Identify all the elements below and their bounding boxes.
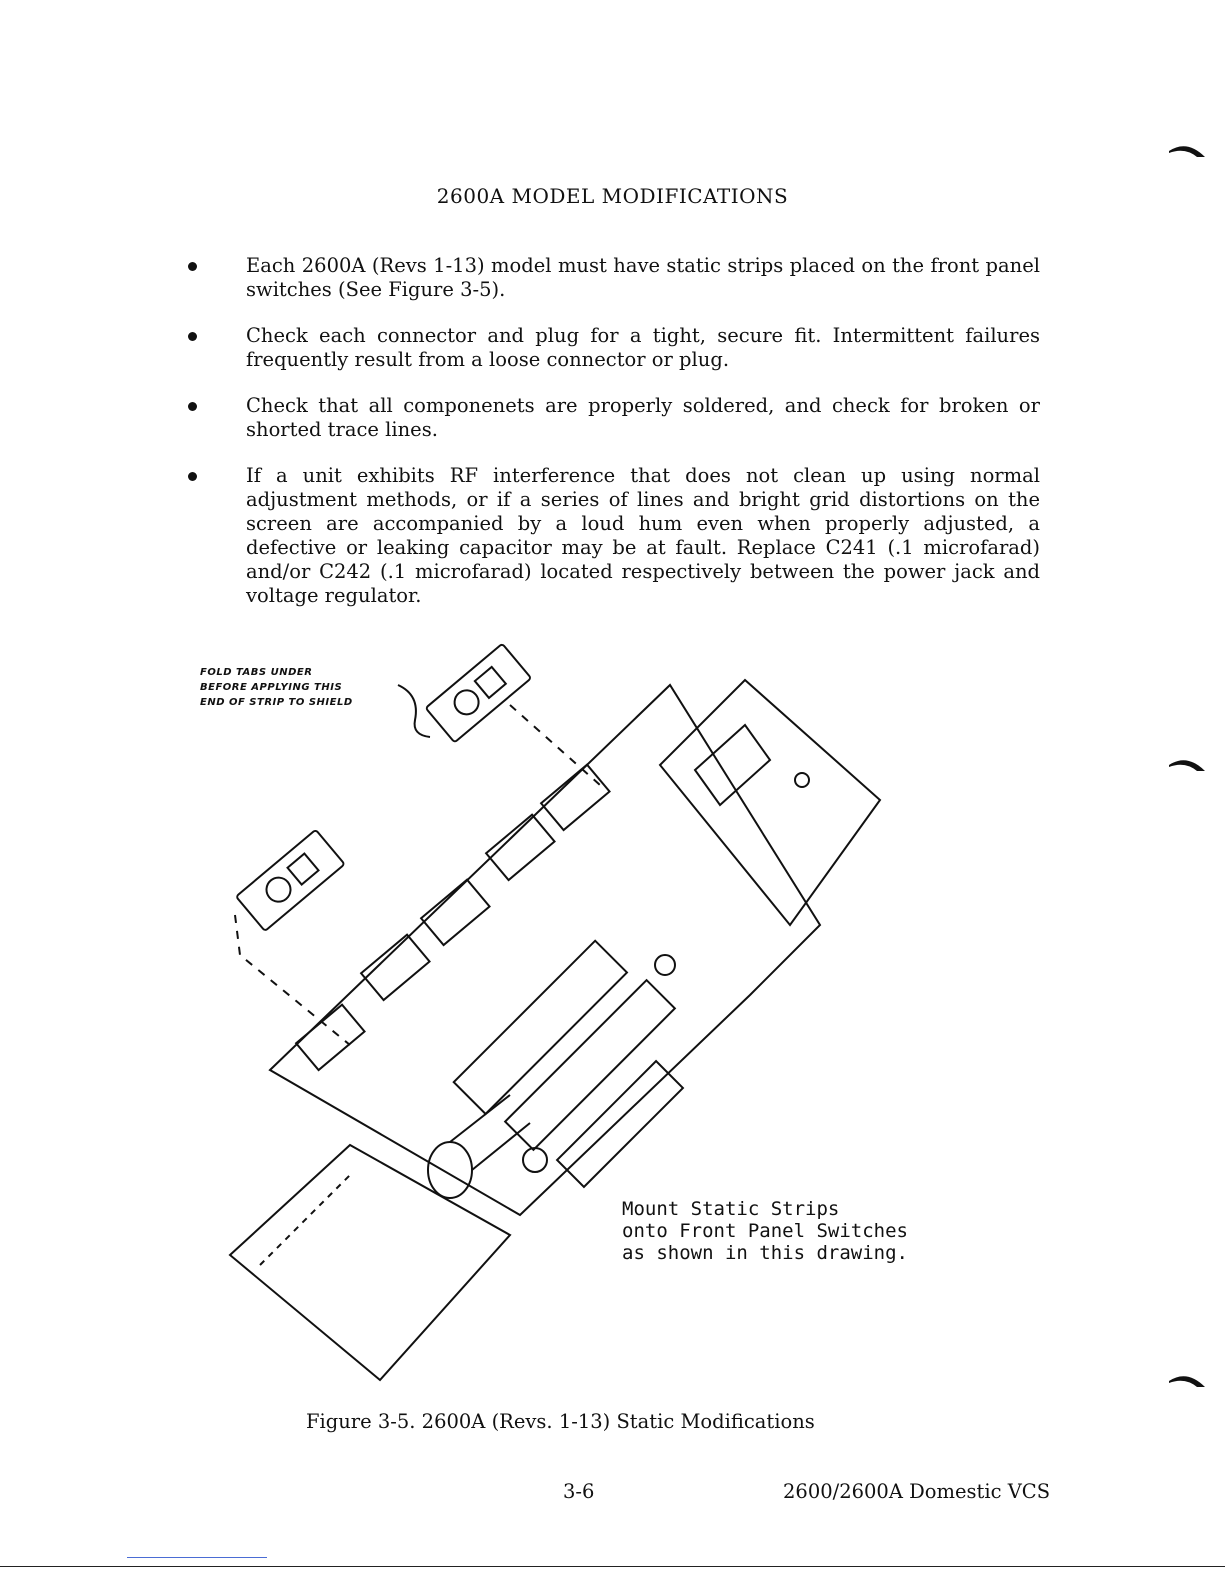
bullet-text: Each 2600A (Revs 1-13) model must have static strips placed on the front panel switches (See Figure 3-5). xyxy=(246,254,1040,301)
bullet-text: Check that all componenets are properly soldered, and check for broken or shorted trace lines. xyxy=(246,394,1040,441)
note-line: END OF STRIP TO SHIELD xyxy=(200,697,353,708)
bullet-item xyxy=(180,464,1040,608)
mount-note xyxy=(622,1198,908,1264)
punch-mark-icon xyxy=(1169,757,1205,771)
punch-mark-icon xyxy=(1169,143,1205,157)
page-title: 2600A MODEL MODIFICATIONS xyxy=(436,184,789,208)
mount-line: Mount Static Strips xyxy=(622,1198,840,1220)
bullet-item xyxy=(180,394,1040,442)
bullet-icon xyxy=(188,332,197,341)
bullet-icon xyxy=(188,402,197,411)
bullet-list xyxy=(180,254,1040,630)
note-line: FOLD TABS UNDER xyxy=(200,667,313,678)
bullet-item xyxy=(180,324,1040,372)
scan-rule xyxy=(127,1557,267,1558)
mount-line: onto Front Panel Switches xyxy=(622,1220,908,1242)
main-board xyxy=(270,685,820,1215)
note-line: BEFORE APPLYING THIS xyxy=(200,682,343,693)
page-bottom-line xyxy=(0,1566,1225,1567)
bullet-text: Check each connector and plug for a tight, secure fit. Intermittent failures frequently result from a loose connector or plug. xyxy=(246,324,1040,371)
punch-mark-icon xyxy=(1169,1373,1205,1387)
bottom-shield xyxy=(230,1145,510,1380)
circuit-board-drawing xyxy=(190,625,990,1395)
top-shield xyxy=(660,680,880,925)
bullet-icon xyxy=(188,472,197,481)
footer-doc-title: 2600/2600A Domestic VCS xyxy=(783,1480,1051,1503)
figure-caption: Figure 3-5. 2600A (Revs. 1-13) Static Modifications xyxy=(306,1410,815,1433)
mount-line: as shown in this drawing. xyxy=(622,1242,908,1264)
static-strip-top xyxy=(426,644,532,743)
page-number: 3-6 xyxy=(563,1480,595,1503)
bullet-text: If a unit exhibits RF interference that does not clean up using normal adjustment methods, or if a series of lines and bright grid distortions on the screen are accompanied by a loud hum even when properly adjusted, a defective or leaking capacitor may be at fault. Replace C241 (.1 microfarad) and/or C242 (.1 microfarad) located respectively between the power jack and voltage regulator. xyxy=(246,464,1040,607)
bullet-icon xyxy=(188,262,197,271)
static-strip-left xyxy=(236,830,345,931)
bullet-item xyxy=(180,254,1040,302)
fold-tabs-note xyxy=(200,665,353,710)
